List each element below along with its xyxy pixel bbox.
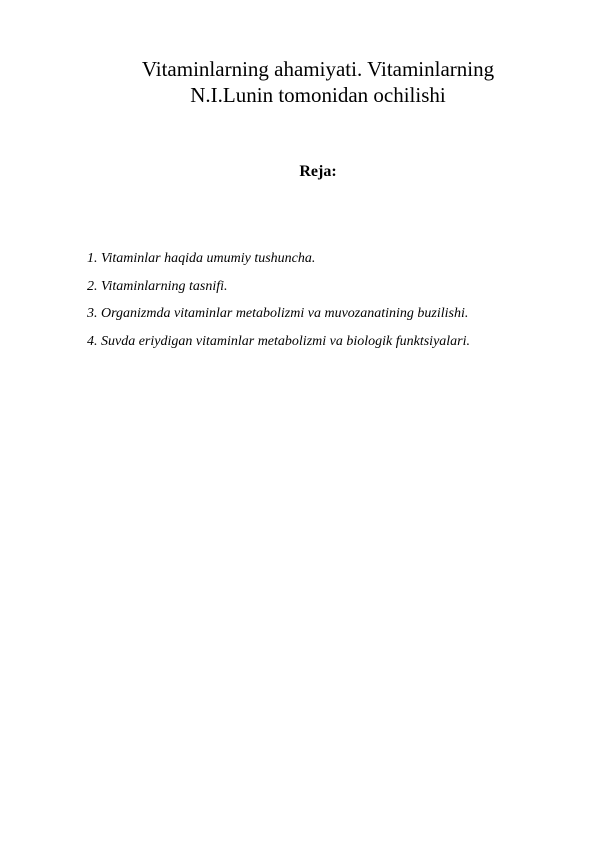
plan-item: 2. Vitaminlarning tasnifi. (87, 278, 228, 294)
plan-item: 3. Organizmda vitaminlar metabolizmi va muvozanatining buzilishi. (87, 306, 469, 321)
plan-item: 1. Vitaminlar haqida umumiy tushuncha. (87, 251, 316, 266)
plan-heading: Reja: (299, 163, 337, 180)
document-title-line-1: Vitaminlarning ahamiyati. Vitaminlarning (141, 57, 495, 81)
plan-list (87, 249, 470, 359)
plan-item: 4. Suvda eriydigan vitaminlar metabolizmi va biologik funktsiyalari. (87, 333, 471, 349)
document-title-line-2: N.I.Lunin tomonidan ochilishi (190, 83, 446, 107)
document-title (98, 56, 538, 108)
